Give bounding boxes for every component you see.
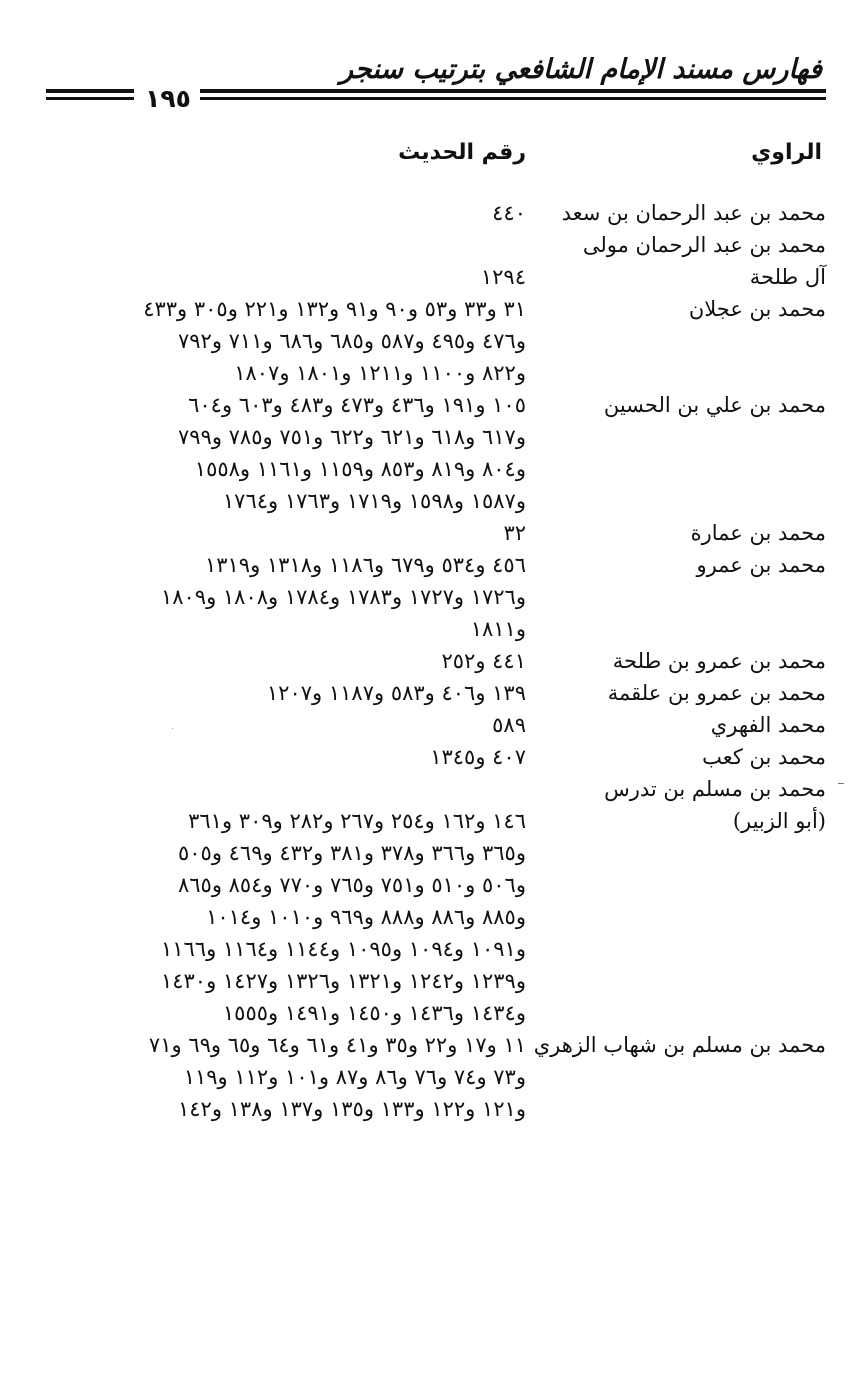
index-entry	[46, 805, 826, 1029]
column-heading-hadith-number: رقم الحديث	[398, 140, 526, 165]
hadith-numbers-line: و٦١٧ و٦١٨ و٦٢١ و٦٢٢ و٧٥١ و٧٨٥ و٧٩٩	[177, 425, 526, 449]
hadith-numbers-line: و١٢٣٩ و١٢٤٢ و١٣٢١ و١٣٢٦ و١٤٢٧ و١٤٣٠	[160, 969, 526, 993]
hadith-numbers-line: و١٠٩١ و١٠٩٤ و١٠٩٥ و١١٤٤ و١١٦٤ و١١٦٦	[160, 937, 526, 961]
narrator-name: محمد بن علي بن الحسين	[603, 393, 826, 417]
narrator-name: محمد بن عمرو بن علقمة	[607, 681, 826, 705]
index-entry	[46, 645, 826, 677]
hadith-numbers	[46, 293, 526, 389]
narrator-name: (أبو الزبير)	[732, 809, 826, 833]
hadith-numbers-line: ١١ و١٧ و٢٢ و٣٥ و٤١ و٦١ و٦٤ و٦٥ و٦٩ و٧١	[148, 1033, 526, 1057]
header-rule-right-bottom	[200, 97, 826, 100]
hadith-numbers-line: و٧٣ و٧٤ و٧٦ و٨٦ و٨٧ و١٠١ و١١٢ و١١٩	[183, 1065, 526, 1089]
hadith-numbers-line: و١٧٢٦ و١٧٢٧ و١٧٨٣ و١٧٨٤ و١٨٠٨ و١٨٠٩	[160, 585, 526, 609]
hadith-numbers-line: و٨٨٥ و٨٨٦ و٨٨٨ و٩٦٩ و١٠١٠ و١٠١٤	[206, 905, 526, 929]
index-entry	[46, 261, 826, 293]
hadith-numbers-line: و٨٢٢ و١١٠٠ و١٢١١ و١٨٠١ و١٨٠٧	[234, 361, 526, 385]
index-entry	[46, 741, 826, 773]
hadith-numbers-line: و١٤٣٤ و١٤٣٦ و١٤٥٠ و١٤٩١ و١٥٥٥	[222, 1001, 526, 1025]
narrator-index-table	[46, 197, 826, 1125]
hadith-numbers-line: و٣٦٥ و٣٦٦ و٣٧٨ و٣٨١ و٤٣٢ و٤٦٩ و٥٠٥	[177, 841, 526, 865]
index-entry	[46, 773, 826, 805]
index-entry	[46, 197, 826, 229]
index-entry	[46, 229, 826, 261]
header-rule-left-bottom	[46, 97, 134, 100]
hadith-numbers	[46, 1029, 526, 1061]
hadith-numbers	[46, 645, 526, 677]
hadith-numbers-line: ٤٤١ و٢٥٢	[441, 649, 526, 673]
narrator-name: محمد بن عمارة	[690, 521, 826, 545]
header-rule-right-top	[200, 89, 826, 93]
hadith-numbers	[46, 261, 526, 293]
index-entry	[46, 677, 826, 709]
hadith-numbers-line: ١٤٦ و١٦٢ و٢٥٤ و٢٦٧ و٢٨٢ و٣٠٩ و٣٦١	[188, 809, 526, 833]
scan-speck	[172, 728, 173, 729]
page-number: ١٩٥	[145, 84, 191, 113]
narrator-name: محمد بن مسلم بن شهاب الزهري	[533, 1033, 826, 1057]
hadith-numbers-line: و١٥٨٧ و١٥٩٨ و١٧١٩ و١٧٦٣ و١٧٦٤	[222, 489, 526, 513]
narrator-name: محمد بن مسلم بن تدرس	[604, 777, 826, 801]
index-entry	[46, 709, 826, 741]
hadith-numbers-line: ١٣٩ و٤٠٦ و٥٨٣ و١١٨٧ و١٢٠٧	[266, 681, 526, 705]
narrator-name: محمد الفهري	[710, 713, 826, 737]
hadith-numbers-line: ٣١ و٣٣ و٥٣ و٩٠ و٩١ و١٣٢ و٢٢١ و٣٠٥ و٤٣٣	[143, 297, 526, 321]
hadith-numbers-line: ١٢٩٤	[480, 265, 526, 289]
narrator-name: محمد بن عبد الرحمان مولى	[582, 233, 826, 257]
hadith-numbers	[46, 389, 526, 517]
narrator-name: محمد بن كعب	[702, 745, 826, 769]
hadith-numbers	[46, 741, 526, 773]
hadith-numbers-line: ١٠٥ و١٩١ و٤٣٦ و٤٧٣ و٤٨٣ و٦٠٣ و٦٠٤	[188, 393, 526, 417]
index-entry	[46, 1029, 826, 1061]
hadith-numbers	[46, 517, 526, 549]
hadith-numbers	[46, 709, 526, 741]
index-entry	[46, 293, 826, 389]
hadith-numbers-line: ٣٢	[503, 521, 526, 545]
hadith-numbers-line: ٥٨٩	[492, 713, 526, 737]
hadith-numbers-line: ٤٠٧ و١٣٤٥	[430, 745, 526, 769]
index-entry	[46, 517, 826, 549]
narrator-name: محمد بن عبد الرحمان بن سعد	[561, 201, 826, 225]
hadith-numbers	[46, 197, 526, 229]
header-rule-left-top	[46, 89, 134, 93]
index-entry	[46, 389, 826, 517]
hadith-numbers	[46, 1061, 526, 1125]
hadith-numbers-line: و٨٠٤ و٨١٩ و٨٥٣ و١١٥٩ و١١٦١ و١٥٥٨	[194, 457, 526, 481]
narrator-name: محمد بن عمرو	[696, 553, 826, 577]
index-entry	[46, 549, 826, 645]
hadith-numbers-line: ٤٥٦ و٥٣٤ و٦٧٩ و١١٨٦ و١٣١٨ و١٣١٩	[204, 553, 526, 577]
narrator-name: آل طلحة	[749, 265, 826, 289]
hadith-numbers	[46, 677, 526, 709]
scan-mark	[838, 783, 844, 784]
index-entry-continuation	[46, 1061, 826, 1125]
hadith-numbers-line: و٥٠٦ و٥١٠ و٧٥١ و٧٦٥ و٧٧٠ و٨٥٤ و٨٦٥	[177, 873, 526, 897]
hadith-numbers-line: و١٨١١	[470, 617, 526, 641]
narrator-name: محمد بن عمرو بن طلحة	[612, 649, 826, 673]
narrator-name: محمد بن عجلان	[688, 297, 826, 321]
hadith-numbers	[46, 805, 526, 1029]
hadith-numbers	[46, 549, 526, 645]
page-header	[0, 0, 856, 113]
hadith-numbers-line: ٤٤٠	[492, 201, 526, 225]
running-title: فهارس مسند الإمام الشافعي بترتيب سنجر	[339, 54, 822, 85]
hadith-numbers-line: و١٢١ و١٢٢ و١٣٣ و١٣٥ و١٣٧ و١٣٨ و١٤٢	[177, 1097, 526, 1121]
column-heading-narrator: الراوي	[751, 140, 822, 165]
hadith-numbers-line: و٤٧٦ و٤٩٥ و٥٨٧ و٦٨٥ و٦٨٦ و٧١١ و٧٩٢	[177, 329, 526, 353]
